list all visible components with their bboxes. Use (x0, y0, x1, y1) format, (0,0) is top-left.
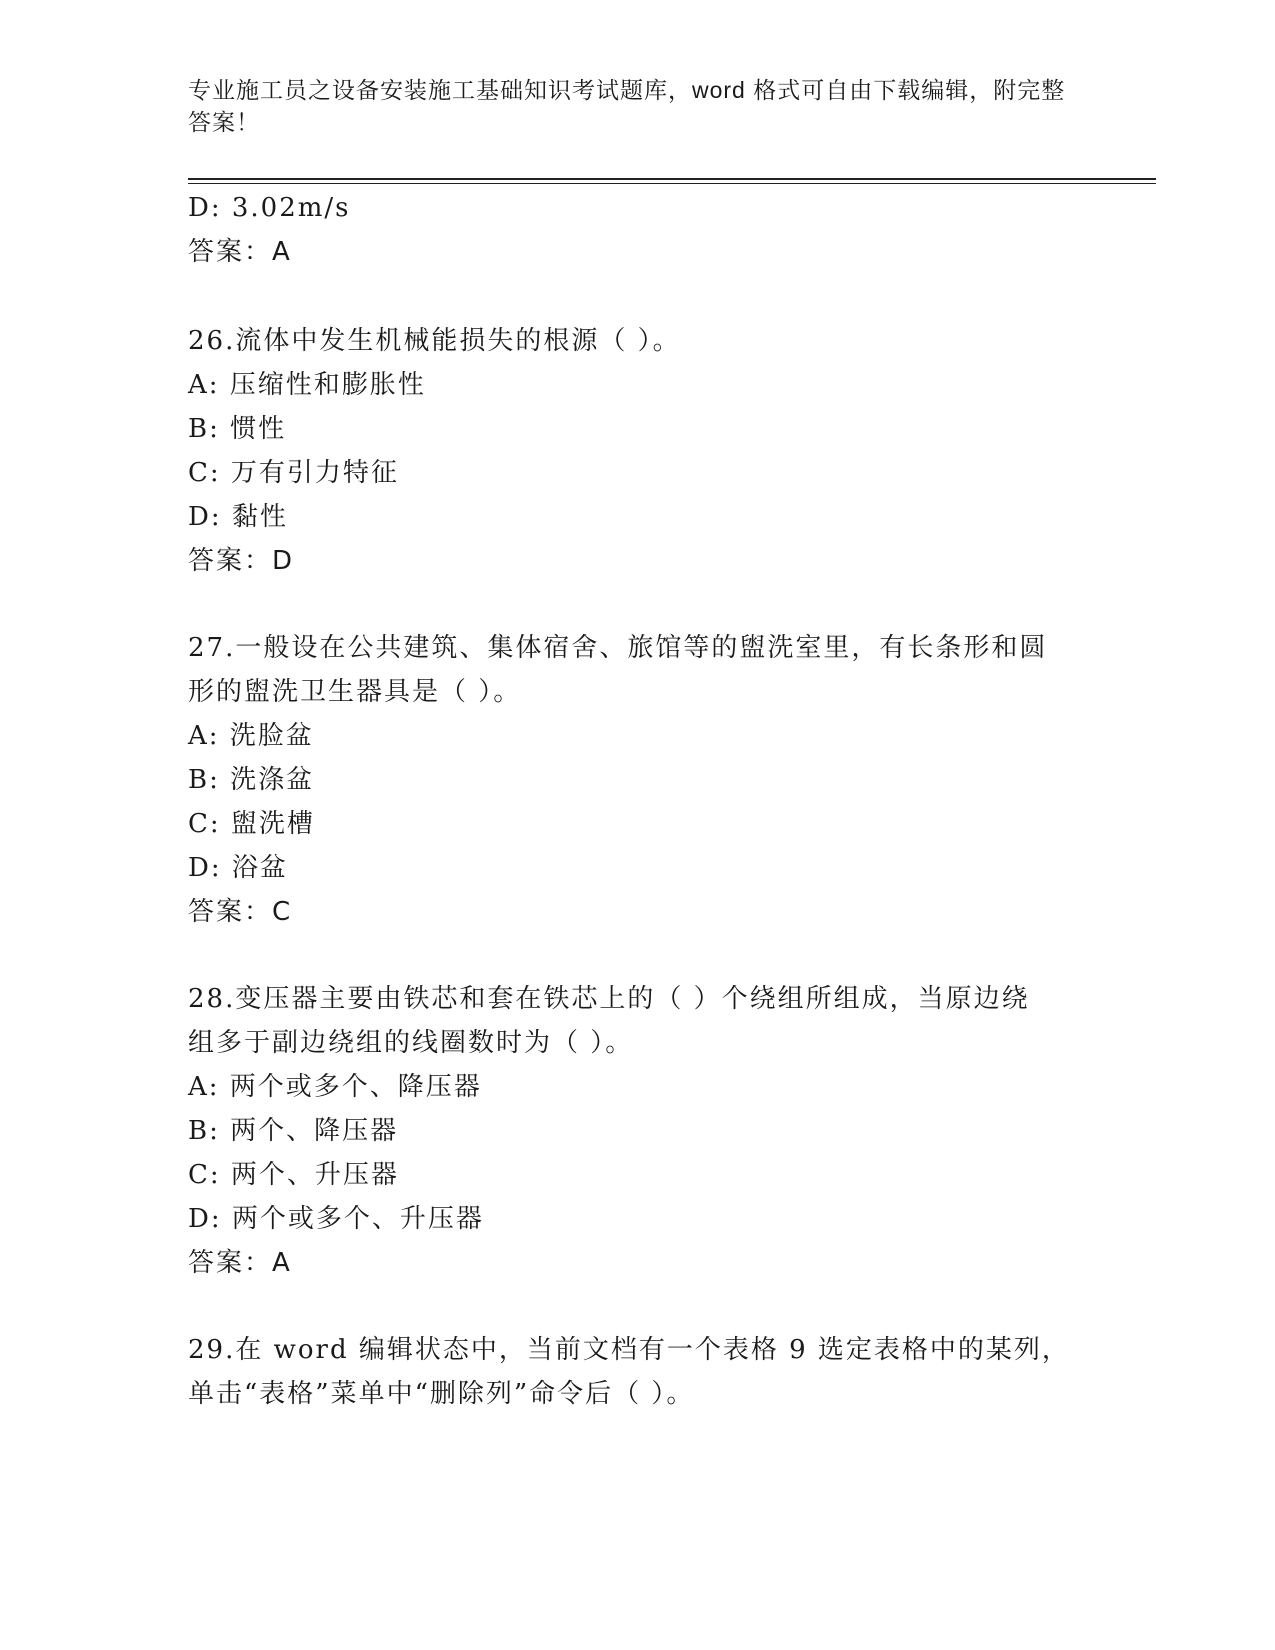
question-26: 26.流体中发生机械能损失的根源（ ）。 (188, 326, 681, 356)
option-d-q27: D: 浴盆 (188, 853, 288, 883)
document-header: 专业施工员之设备安装施工基础知识考试题库，word 格式可自由下载编辑，附完整答案！ (188, 77, 1066, 135)
question-29-line-1: 29.在 word 编辑状态中，当前文档有一个表格 9 选定表格中的某列， (188, 1335, 1070, 1365)
question-28-line-2: 组多于副边绕组的线圈数时为（ ）。 (188, 1028, 634, 1058)
option-b-q28: B: 两个、降压器 (188, 1116, 399, 1146)
answer-q25: 答案：A (188, 237, 292, 267)
answer-q26: 答案：D (188, 546, 295, 576)
option-c-q26: C: 万有引力特征 (188, 458, 399, 488)
option-d-q26: D: 黏性 (188, 502, 288, 532)
option-b-q26: B: 惯性 (188, 414, 287, 444)
option-a-q28: A: 两个或多个、降压器 (188, 1072, 482, 1102)
question-28-line-1: 28.变压器主要由铁芯和套在铁芯上的（ ）个绕组所组成，当原边绕 (188, 984, 1030, 1014)
header-divider (188, 178, 1156, 180)
option-c-q27: C: 盥洗槽 (188, 809, 315, 839)
header-divider-secondary (188, 183, 1156, 184)
question-29-line-2: 单击“表格”菜单中“删除列”命令后（ ）。 (188, 1379, 695, 1409)
answer-q27: 答案：C (188, 897, 293, 927)
option-a-q27: A: 洗脸盆 (188, 721, 314, 751)
option-d-q25: D: 3.02m/s (188, 193, 351, 223)
question-27-line-2: 形的盥洗卫生器具是（ ）。 (188, 677, 522, 707)
option-b-q27: B: 洗涤盆 (188, 765, 315, 795)
answer-q28: 答案：A (188, 1248, 292, 1278)
question-27-line-1: 27.一般设在公共建筑、集体宿舍、旅馆等的盥洗室里，有长条形和圆 (188, 633, 1048, 663)
option-d-q28: D: 两个或多个、升压器 (188, 1204, 484, 1234)
option-c-q28: C: 两个、升压器 (188, 1160, 399, 1190)
option-a-q26: A: 压缩性和膨胀性 (188, 370, 426, 400)
